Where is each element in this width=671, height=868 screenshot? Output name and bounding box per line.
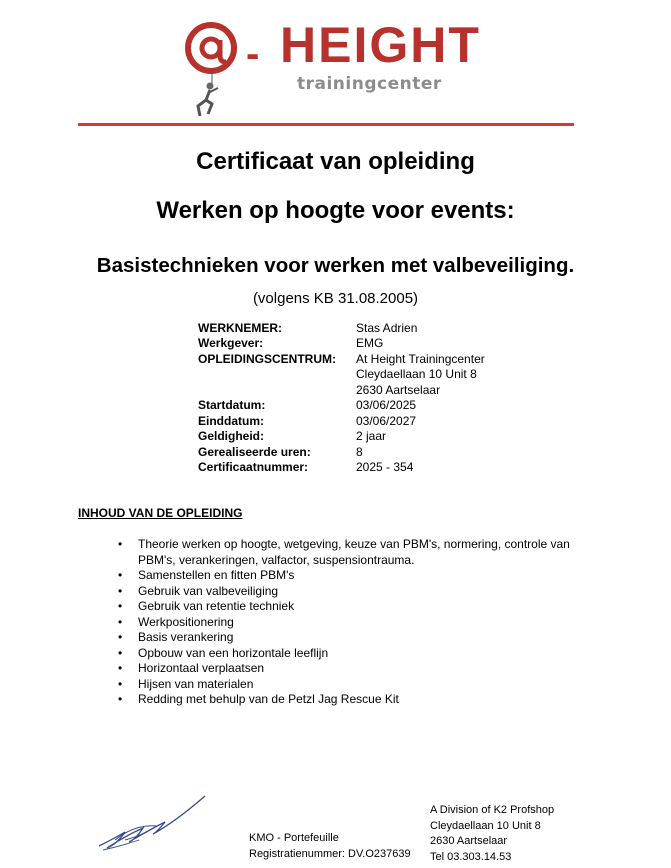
- certificate-title: Certificaat van opleiding: [196, 148, 475, 175]
- info-label: Startdatum:: [198, 398, 266, 412]
- content-heading: INHOUD VAN DE OPLEIDING: [78, 506, 243, 520]
- list-item: • Opbouw van een horizontale leeflijn: [118, 646, 588, 662]
- course-title: Werken op hoogte voor events:: [156, 197, 515, 224]
- list-item: • Redding met behulp van de Petzl Jag Rescue Kit: [118, 692, 588, 708]
- list-item: • Hijsen van materialen: [118, 677, 588, 693]
- info-value: 8: [356, 445, 363, 459]
- logo-dash: -: [246, 32, 260, 76]
- list-item: • Gebruik van retentie techniek: [118, 599, 588, 615]
- info-value: 03/06/2027: [356, 414, 417, 428]
- logo-subtitle: trainingcenter: [297, 74, 442, 94]
- list-item: • Horizontaal verplaatsen: [118, 661, 588, 677]
- list-item: • Gebruik van valbeveiliging: [118, 584, 588, 600]
- course-subtitle: Basistechnieken voor werken met valbeveiliging.: [96, 254, 575, 277]
- info-label: Gerealiseerde uren:: [198, 445, 311, 459]
- info-label: Werkgever:: [198, 336, 264, 350]
- at-sign-logo-icon: [184, 18, 238, 78]
- company-logo: [184, 18, 484, 108]
- info-label: Geldigheid:: [198, 429, 264, 443]
- info-value: Stas Adrien: [356, 321, 418, 335]
- climber-figure-icon: [190, 70, 226, 118]
- info-value: EMG: [356, 336, 384, 350]
- info-value: 2 jaar: [356, 429, 387, 443]
- info-label: Einddatum:: [198, 414, 264, 428]
- list-item: • Samenstellen en fitten PBM's: [118, 568, 588, 584]
- footer-phone: Tel 03.303.14.53: [430, 851, 512, 863]
- header-divider: [78, 123, 574, 126]
- registration-number: Registratienummer: DV.O237639: [249, 848, 411, 860]
- content-list: [118, 537, 588, 708]
- info-value: 2025 - 354: [356, 460, 414, 474]
- footer-address-city: 2630 Aartselaar: [430, 835, 508, 847]
- signature-icon: [95, 788, 210, 853]
- info-value: Cleydaellaan 10 Unit 8: [356, 367, 477, 381]
- footer-address-street: Cleydaellaan 10 Unit 8: [430, 820, 541, 832]
- info-label: Certificaatnummer:: [198, 460, 309, 474]
- logo-brand-text: HEIGHT: [280, 17, 481, 73]
- list-item: • Werkpositionering: [118, 615, 588, 631]
- list-item: • Theorie werken op hoogte, wetgeving, keuze van PBM's, normering, controle van PBM's, verankeringen, valfactor, suspensiontrauma.: [118, 537, 588, 568]
- division-line: A Division of K2 Profshop: [430, 804, 555, 816]
- list-item: • Basis verankering: [118, 630, 588, 646]
- info-label: WERKNEMER:: [198, 321, 282, 335]
- info-value: 03/06/2025: [356, 398, 417, 412]
- info-value: 2630 Aartselaar: [356, 383, 441, 397]
- legal-reference: (volgens KB 31.08.2005): [252, 290, 419, 307]
- info-value: At Height Trainingcenter: [356, 352, 485, 366]
- kmo-label: KMO - Portefeuille: [249, 832, 339, 844]
- info-label: OPLEIDINGSCENTRUM:: [198, 352, 336, 366]
